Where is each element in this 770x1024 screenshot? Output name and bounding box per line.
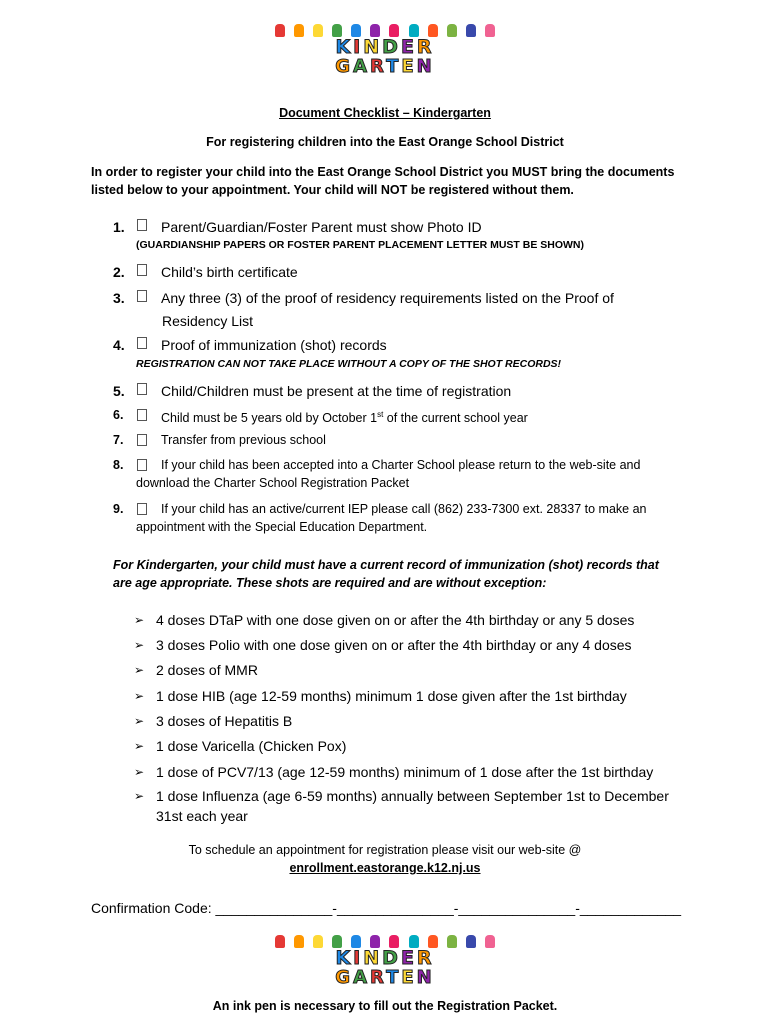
item-text: If your child has an active/current IEP please call (862) 233-7300 ext. 28337 to make an — [161, 502, 647, 516]
item-text: If your child has been accepted into a Charter School please return to the web-site and — [161, 458, 641, 472]
enrollment-link[interactable]: enrollment.eastorange.k12.nj.us — [289, 861, 481, 875]
item-8-wrap: download the Charter School Registration Packet — [136, 476, 410, 490]
arrow-bullet-icon: ➢ — [134, 613, 145, 627]
logo-word-garten: GARTEN — [335, 56, 435, 77]
footer-note: An ink pen is necessary to fill out the Registration Packet. — [212, 999, 558, 1013]
page-title: Document Checklist – Kindergarten — [279, 106, 491, 120]
logo-word-kinder: KINDER — [335, 36, 435, 58]
checkbox-icon[interactable] — [137, 459, 147, 471]
item-text: Proof of immunization (shot) records — [161, 337, 387, 353]
item-4-note: REGISTRATION CAN NOT TAKE PLACE WITHOUT A COPY OF THE SHOT RECORDS! — [136, 358, 562, 370]
arrow-bullet-icon: ➢ — [134, 739, 145, 753]
arrow-bullet-icon: ➢ — [134, 638, 145, 652]
checkbox-icon[interactable] — [137, 409, 147, 421]
item-number: 9. — [113, 502, 124, 516]
document-page: KINDER GARTEN Document Checklist – Kindergarten For registering children into the East Orange School District In order to register your child into the East Orange School District you MUST bring the documents listed below to your appointment. Your child will NOT be registered without them. 1. Parent/Guardian/Foster Parent must show Photo ID (GUARDIANSHIP PAPERS OR FOSTER PARENT PLACEMENT LETTER MUST BE SHOWN) 2. Child’s birth certificate 3. Any three (3) of the proof of residency requirements listed on the Proof of Residency List 4. Proof of immunization (shot) records REGISTRATION CAN NOT TAKE PLACE WITHOUT A COPY OF THE SHOT RECORDS! 5. Child/Children must be present at the time of registration 6. Child must be 5 years old by October 1st of the current school year 7. Transfer from previous school 8. If your child has been accepted into a Charter School please return to the web-site and download the Charter School Registration Packet 9. If your child has an active/current IEP please call (862) 233-7300 ext. 28337 to make an appointment with the Special Education Department. For Kindergarten, your child must have a current record of immunization (shot) records that are age appropriate. These shots are required and are without exception: ➢ 4 doses DTaP with one dose given on or after the 4th birthday or any 5 doses ➢ 3 doses Polio with one dose given on or after the 4th birthday or any 4 doses ➢ 2 doses of MMR ➢ 1 dose HIB (age 12-59 months) minimum 1 dose given after the 1st birthday ➢ 3 doses of Hepatitis B ➢ 1 dose Varicella (Chicken Pox) ➢ 1 dose of PCV7/13 (age 12-59 months) minimum of 1 dose after the 1st birthday ➢ 1 dose Influenza (age 6-59 months) annually between September 1st to December 31st each year To schedule an appointment for registration please visit our web-site @ enrollment.eastorange.k12.nj.us Confirmation Code: _______________-_______________-_______________-_____________ KINDER GARTEN An ink pen is necessary to fill out the Registration Packet. — [0, 0, 770, 1024]
arrow-bullet-icon: ➢ — [134, 663, 145, 677]
arrow-bullet-icon: ➢ — [134, 789, 145, 803]
logo-word-kinder: KINDER — [335, 947, 435, 969]
item-text: Child/Children must be present at the time of registration — [161, 383, 512, 399]
item-text: Any three (3) of the proof of residency requirements listed on the Proof of — [161, 290, 614, 306]
schedule-text: To schedule an appointment for registration please visit our web-site @ — [188, 843, 582, 857]
item-1-note: (GUARDIANSHIP PAPERS OR FOSTER PARENT PLACEMENT LETTER MUST BE SHOWN) — [136, 239, 585, 251]
item-number: 1. — [113, 219, 125, 235]
item-number: 3. — [113, 290, 125, 306]
item-3-wrap: Residency List — [162, 313, 254, 329]
item-text: Transfer from previous school — [161, 433, 326, 447]
confirmation-code-field[interactable]: Confirmation Code: _______________-_______________-_______________-_____________ — [91, 900, 682, 916]
checkbox-icon[interactable] — [137, 337, 147, 349]
kindergarten-logo-top — [275, 24, 495, 76]
checkbox-icon[interactable] — [137, 219, 147, 231]
item-text: Child must be 5 years old by October 1st of the current school year — [161, 410, 528, 426]
arrow-bullet-icon: ➢ — [134, 765, 145, 779]
checkbox-icon[interactable] — [137, 264, 147, 276]
immunization-intro: For Kindergarten, your child must have a current record of immunization (shot) records that are age appropriate. These shots are required and are without exception: — [113, 558, 659, 590]
arrow-bullet-icon: ➢ — [134, 689, 145, 703]
checkbox-icon[interactable] — [137, 290, 147, 302]
arrow-bullet-icon: ➢ — [134, 714, 145, 728]
item-number: 5. — [113, 383, 125, 399]
item-number: 6. — [113, 408, 124, 422]
item-text: Parent/Guardian/Foster Parent must show Photo ID — [161, 219, 482, 235]
item-text: Child’s birth certificate — [161, 264, 298, 280]
item-number: 4. — [113, 337, 125, 353]
item-number: 2. — [113, 264, 125, 280]
page-subtitle: For registering children into the East Orange School District — [206, 135, 564, 149]
checkbox-icon[interactable] — [137, 503, 147, 515]
intro-paragraph: In order to register your child into the East Orange School District you MUST bring the documents listed below to your appointment. Your child will NOT be registered without them. — [91, 165, 675, 197]
item-number: 8. — [113, 458, 124, 472]
item-number: 7. — [113, 433, 124, 447]
checkbox-icon[interactable] — [137, 434, 147, 446]
checkbox-icon[interactable] — [137, 383, 147, 395]
item-9-wrap: appointment with the Special Education Department. — [136, 520, 428, 534]
logo-word-garten: GARTEN — [335, 967, 435, 988]
kindergarten-logo-bottom — [275, 935, 495, 987]
